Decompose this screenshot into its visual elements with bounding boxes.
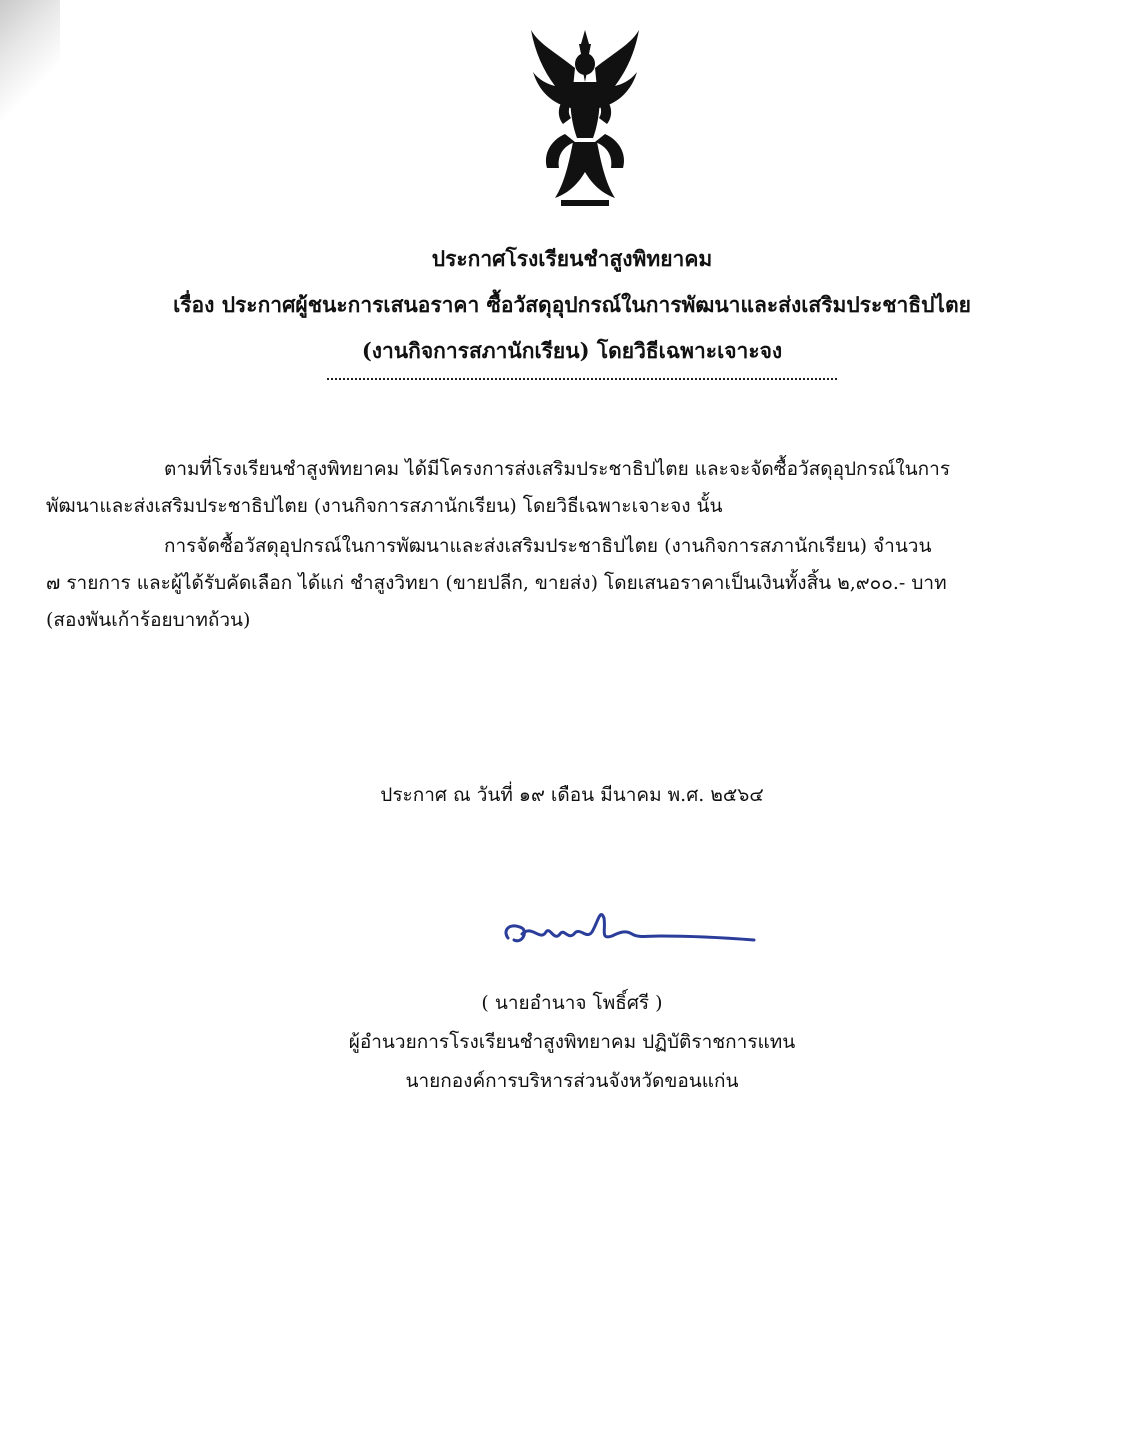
announcement-title: ประกาศโรงเรียนชำสูงพิทยาคม (431, 246, 713, 271)
paragraph-2-line-3: (สองพันเก้าร้อยบาทถ้วน) (46, 609, 251, 631)
announcement-header (100, 236, 1044, 374)
handwritten-signature (488, 900, 768, 960)
announcement-subject: เรื่อง ประกาศผู้ชนะการเสนอราคา ซื้อวัสดุอุปกรณ์ในการพัฒนาและส่งเสริมประชาธิปไตย (173, 292, 971, 317)
paragraph-1-line-1: ตามที่โรงเรียนชำสูงพิทยาคม ได้มีโครงการส่งเสริมประชาธิปไตย และจะจัดซื้อวัสดุอุปกรณ์ในการ (164, 458, 951, 480)
announcement-subject-continued: (งานกิจการสภานักเรียน) โดยวิธีเฉพาะเจาะจง (361, 338, 783, 363)
signer-position-continued: นายกองค์การบริหารส่วนจังหวัดขอนแก่น (405, 1070, 739, 1092)
announcement-date: ประกาศ ณ วันที่ ๑๙ เดือน มีนาคม พ.ศ. ๒๕๖๔ (380, 784, 764, 806)
signer-block (100, 984, 1044, 1101)
paragraph-1-line-2: พัฒนาและส่งเสริมประชาธิปไตย (งานกิจการสภานักเรียน) โดยวิธีเฉพาะเจาะจง นั้น (46, 495, 723, 517)
paragraph-2-line-1: การจัดซื้อวัสดุอุปกรณ์ในการพัฒนาและส่งเสริมประชาธิปไตย (งานกิจการสภานักเรียน) จำนวน (164, 535, 932, 557)
signer-name: ( นายอำนาจ โพธิ์ศรี ) (481, 992, 663, 1014)
paragraph-1 (46, 451, 1098, 525)
paragraph-2-line-2: ๗ รายการ และผู้ได้รับคัดเลือก ได้แก่ ชำสูงวิทยา (ขายปลีก, ขายส่ง) โดยเสนอราคาเป็นเงินทั้งสิ้น ๒,๙๐๐.- บาท (46, 572, 947, 594)
paragraph-2 (46, 528, 1098, 639)
signer-position: ผู้อำนวยการโรงเรียนชำสูงพิทยาคม ปฏิบัติราชการแทน (348, 1031, 796, 1053)
scan-shadow (0, 0, 60, 120)
dotted-divider (327, 368, 837, 380)
garuda-emblem-icon (525, 22, 645, 210)
